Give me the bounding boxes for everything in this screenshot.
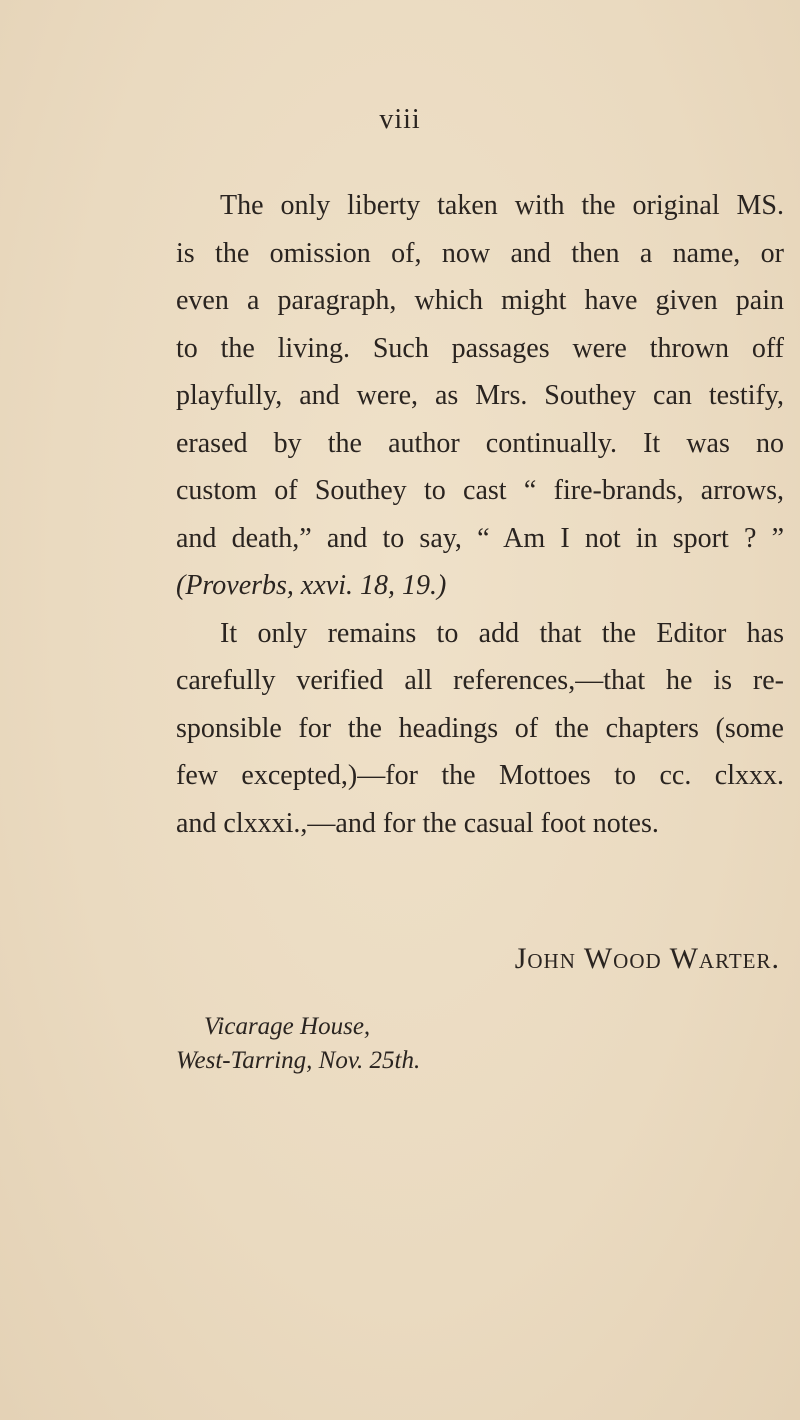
- text-line: It only remains to add that the Editor has: [220, 617, 784, 649]
- signature: John Wood Warter.: [514, 942, 780, 975]
- text-line: to the living. Such passages were thrown off: [176, 332, 784, 364]
- page-number: viii: [379, 104, 421, 135]
- text-line: is the omission of, now and then a name, or: [176, 237, 784, 269]
- text-line: sponsible for the headings of the chapters (some: [176, 712, 784, 744]
- scripture-reference: (Proverbs, xxvi. 18, 19.): [176, 570, 447, 601]
- text-line: and death,” and to say, “ Am I not in sport ? ”: [176, 522, 784, 554]
- address-line: West-Tarring, Nov. 25th.: [176, 1047, 421, 1074]
- text-line: even a paragraph, which might have given pain: [176, 285, 784, 316]
- text-line: custom of Southey to cast “ fire-brands, arrows,: [176, 475, 784, 506]
- address: [176, 1010, 420, 1078]
- body-text: [176, 182, 784, 847]
- text-line: carefully verified all references,—that he is re-: [176, 665, 784, 696]
- text-line: few excepted,)—for the Mottoes to cc. clxxx.: [176, 760, 784, 791]
- address-line: Vicarage House,: [204, 1013, 371, 1040]
- text-line: erased by the author continually. It was no: [176, 427, 784, 459]
- text-line: playfully, and were, as Mrs. Southey can testify,: [176, 380, 784, 411]
- text-line: The only liberty taken with the original MS.: [220, 190, 784, 221]
- text-line: and clxxxi.,—and for the casual foot notes.: [176, 807, 659, 839]
